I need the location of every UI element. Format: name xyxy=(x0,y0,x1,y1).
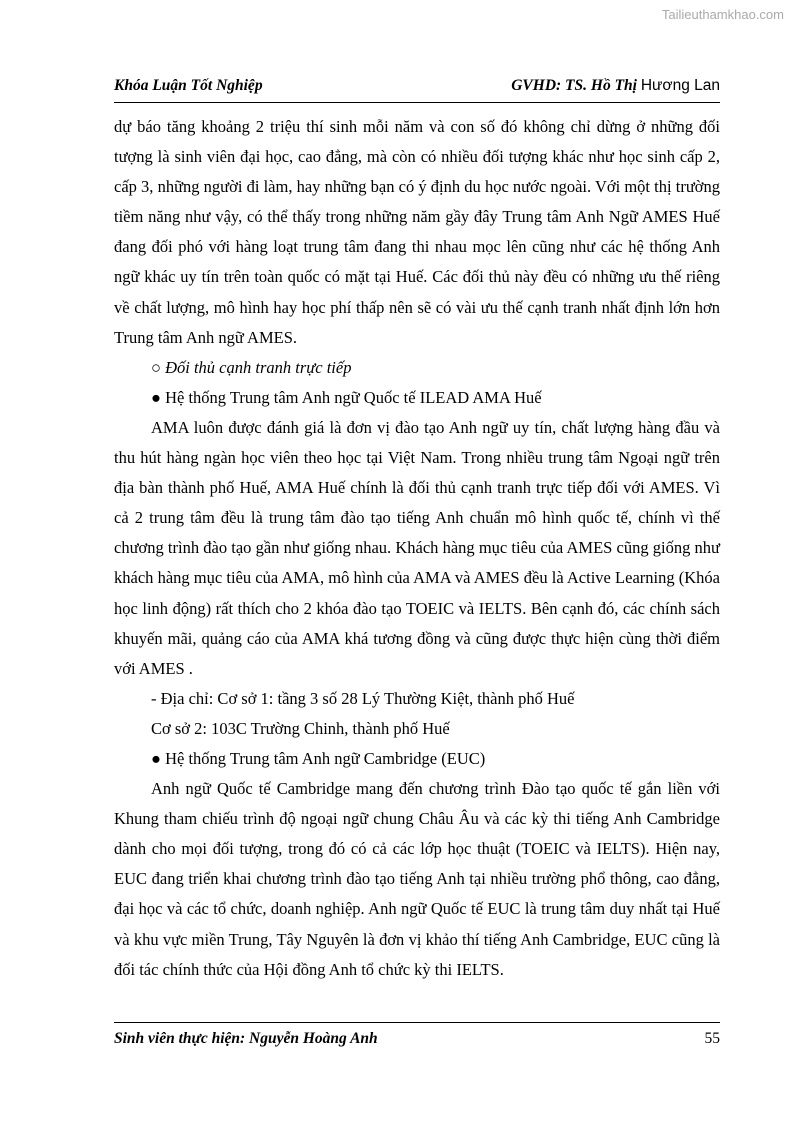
paragraph-euc: Anh ngữ Quốc tế Cambridge mang đến chương trình Đào tạo quốc tế gắn liền với Khung tham chiếu trình độ ngoại ngữ chung Châu Âu và các kỳ thi tiếng Anh Cambridge dành cho mọi đối tượng, trong đó có cả các lớp học thuật (TOEIC và IELTS). Hiện nay, EUC đang triển khai chương trình đào tạo tiếng Anh tại nhiều trường phổ thông, cao đẳng, đại học và các tổ chức, doanh nghiệp. Anh ngữ Quốc tế EUC là trung tâm duy nhất tại Huế và khu vực miền Trung, Tây Nguyên là đơn vị khảo thí tiếng Anh Cambridge, EUC cũng là đối tác chính thức của Hội đồng Anh tổ chức kỳ thi IELTS. xyxy=(114,779,720,979)
paragraph-ama: AMA luôn được đánh giá là đơn vị đào tạo Anh ngữ uy tín, chất lượng hàng đầu và thu hút hàng ngàn học viên theo học tại Việt Nam. Trong nhiều trung tâm Ngoại ngữ trên địa bàn thành phố Huế, AMA Huế chính là đối thủ cạnh tranh trực tiếp đối với AMES. Vì cả 2 trung tâm đều là trung tâm đào tạo tiếng Anh chuẩn mô hình quốc tế, chính vì thế chương trình đào tạo gần như giống nhau. Khách hàng mục tiêu của AMES cũng giống như khách hàng mục tiêu của AMA, mô hình của AMA và AMES đều là Active Learning (Khóa học linh động) rất thích cho 2 khóa đào tạo TOEIC và IELTS. Bên cạnh đó, các chính sách khuyến mãi, quảng cáo của AMA khá tương đồng và cũng được thực hiện cùng thời điểm với AMES . xyxy=(114,417,720,678)
footer-rule xyxy=(114,1022,720,1023)
address-line-2: Cơ sở 2: 103C Trường Chinh, thành phố Huế xyxy=(151,718,450,738)
page-footer xyxy=(114,1030,720,1048)
bullet-euc-system: ● Hệ thống Trung tâm Anh ngữ Cambridge (EUC) xyxy=(151,748,486,768)
body-text xyxy=(114,112,720,985)
page-header xyxy=(114,77,720,95)
header-advisor-name: Hương Lan xyxy=(640,77,720,94)
header-rule xyxy=(114,102,720,103)
bullet-ama-system: ● Hệ thống Trung tâm Anh ngữ Quốc tế ILEAD AMA Huế xyxy=(151,387,542,407)
subheading-direct-competitors: ○ Đối thủ cạnh tranh trực tiếp xyxy=(151,357,352,377)
paragraph-market-context: dự báo tăng khoảng 2 triệu thí sinh mỗi năm và con số đó không chỉ dừng ở những đối tượng là sinh viên đại học, cao đẳng, mà còn có nhiều đối tượng khác như học sinh cấp 2, cấp 3, những người đi làm, hay những bạn có ý định du học nước ngoài. Với một thị trường tiềm năng như vậy, có thể thấy trong những năm gầy đây Trung tâm Anh Ngữ AMES Huế đang đối phó với hàng loạt trung tâm đang thi nhau mọc lên cũng như các hệ thống Anh ngữ khác uy tín trên toàn quốc có mặt tại Huế. Các đối thủ này đều có những ưu thế riêng về chất lượng, mô hình hay học phí thấp nên sẽ có vài ưu thế cạnh tranh nhất định lớn hơn Trung tâm Anh ngữ AMES. xyxy=(114,117,720,347)
footer-student: Sinh viên thực hiện: Nguyễn Hoàng Anh xyxy=(114,1030,378,1047)
header-advisor-prefix: GVHD: TS. Hồ Thị xyxy=(511,77,641,94)
address-line-1: - Địa chỉ: Cơ sở 1: tầng 3 số 28 Lý Thường Kiệt, thành phố Huế xyxy=(151,688,575,708)
header-thesis-title: Khóa Luận Tốt Nghiệp xyxy=(114,77,263,94)
header-advisor xyxy=(511,77,720,95)
page-number: 55 xyxy=(704,1030,720,1047)
watermark: Tailieuthamkhao.com xyxy=(661,7,784,22)
